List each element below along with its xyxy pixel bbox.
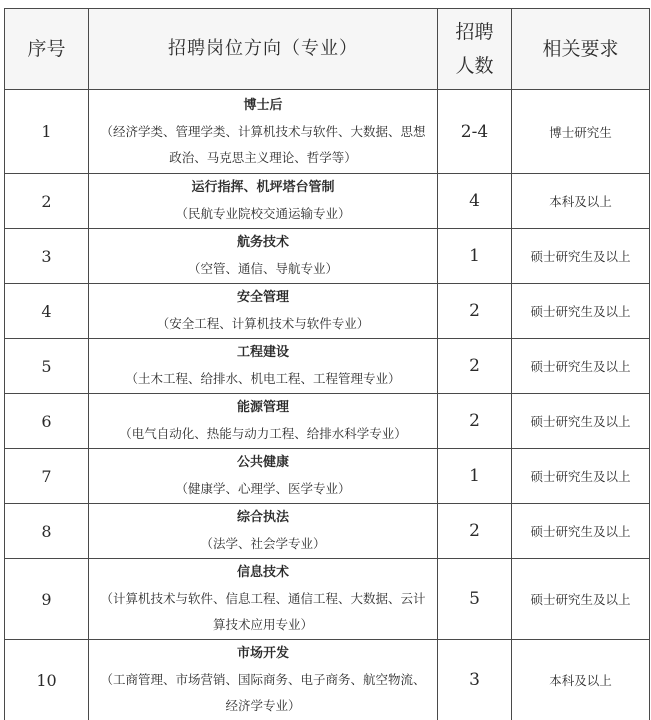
row-count: 2-4 [438,90,512,174]
position-detail: （工商管理、市场营销、国际商务、电子商务、航空物流、经济学专业） [89,667,437,719]
row-seq: 10 [5,640,89,720]
table-body [5,90,650,720]
position-detail: （健康学、心理学、医学专业） [89,476,437,502]
recruitment-table [4,8,650,720]
row-seq: 3 [5,229,89,284]
table-row [5,174,650,229]
position-detail: （经济学类、管理学类、计算机技术与软件、大数据、思想政治、马克思主义理论、哲学等） [89,119,437,171]
position-title: 运行指挥、机坪塔台管制 [89,175,437,201]
row-requirement: 硕士研究生及以上 [512,229,650,284]
row-seq: 9 [5,559,89,640]
header-req: 相关要求 [512,9,650,90]
header-count-line2: 人数 [438,49,511,83]
table-header [5,9,650,90]
header-count [438,9,512,90]
position-detail: （民航专业院校交通运输专业） [89,201,437,227]
position-detail: （电气自动化、热能与动力工程、给排水科学专业） [89,421,437,447]
row-count: 4 [438,174,512,229]
row-requirement: 硕士研究生及以上 [512,504,650,559]
header-count-line1: 招聘 [438,15,511,49]
row-position [89,284,438,339]
row-requirement: 硕士研究生及以上 [512,449,650,504]
row-seq: 4 [5,284,89,339]
row-seq: 5 [5,339,89,394]
row-seq: 6 [5,394,89,449]
row-requirement: 博士研究生 [512,90,650,174]
row-position [89,339,438,394]
row-count: 1 [438,229,512,284]
row-requirement: 硕士研究生及以上 [512,339,650,394]
position-title: 安全管理 [89,285,437,311]
table-row [5,504,650,559]
row-count: 2 [438,339,512,394]
row-position [89,640,438,720]
table-row [5,394,650,449]
row-seq: 8 [5,504,89,559]
table-row [5,640,650,720]
row-position [89,229,438,284]
position-title: 能源管理 [89,395,437,421]
position-detail: （计算机技术与软件、信息工程、通信工程、大数据、云计算技术应用专业） [89,586,437,638]
row-position [89,394,438,449]
table-row [5,284,650,339]
position-title: 信息技术 [89,560,437,586]
table-row [5,559,650,640]
position-detail: （空管、通信、导航专业） [89,256,437,282]
row-seq: 2 [5,174,89,229]
row-seq: 7 [5,449,89,504]
row-requirement: 硕士研究生及以上 [512,559,650,640]
header-major: 招聘岗位方向（专业） [89,9,438,90]
table-row [5,90,650,174]
row-requirement: 本科及以上 [512,174,650,229]
row-count: 2 [438,504,512,559]
position-title: 市场开发 [89,641,437,667]
row-requirement: 硕士研究生及以上 [512,394,650,449]
table-row [5,339,650,394]
row-count: 2 [438,284,512,339]
header-seq: 序号 [5,9,89,90]
row-position [89,90,438,174]
table-row [5,449,650,504]
position-title: 工程建设 [89,340,437,366]
row-count: 5 [438,559,512,640]
row-position [89,504,438,559]
position-detail: （安全工程、计算机技术与软件专业） [89,311,437,337]
row-requirement: 硕士研究生及以上 [512,284,650,339]
row-position [89,449,438,504]
position-title: 博士后 [89,93,437,119]
position-title: 公共健康 [89,450,437,476]
position-title: 航务技术 [89,230,437,256]
position-title: 综合执法 [89,505,437,531]
position-detail: （法学、社会学专业） [89,531,437,557]
row-count: 1 [438,449,512,504]
row-count: 2 [438,394,512,449]
row-requirement: 本科及以上 [512,640,650,720]
position-detail: （土木工程、给排水、机电工程、工程管理专业） [89,366,437,392]
row-seq: 1 [5,90,89,174]
row-count: 3 [438,640,512,720]
row-position [89,174,438,229]
header-row [5,9,650,90]
row-position [89,559,438,640]
table-row [5,229,650,284]
